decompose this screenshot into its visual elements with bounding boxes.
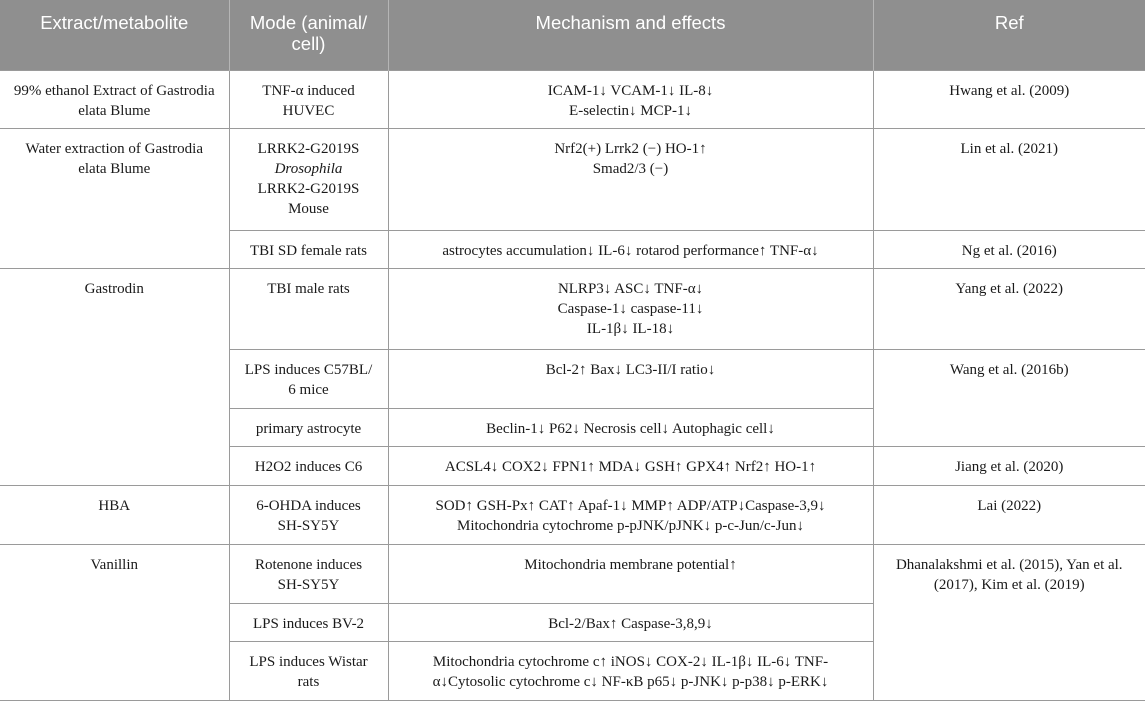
- header-ref: Ref: [873, 0, 1145, 70]
- mechanism-line: Smad2/3 (−): [592, 160, 669, 177]
- ref-cell: Lin et al. (2021): [873, 128, 1145, 230]
- mechanism-line: ICAM-1↓ VCAM-1↓ IL-8↓: [547, 82, 714, 99]
- mechanism-line: Mitochondria cytochrome c↑ iNOS↓ COX-2↓ IL-1β↓ IL-6↓ TNF-: [432, 653, 829, 670]
- mechanism-line: NLRP3↓ ASC↓ TNF-α↓: [557, 280, 704, 297]
- mode-line: 6 mice: [288, 381, 329, 398]
- mechanism-line: Nrf2(+) Lrrk2 (−) HO-1↑: [554, 140, 707, 157]
- mechanism-cell: Beclin-1↓ P62↓ Necrosis cell↓ Autophagic cell↓: [388, 408, 873, 446]
- mechanism-line: α↓Cytosolic cytochrome c↓ NF-κB p65↓ p-JNK↓ p-p38↓ p-ERK↓: [432, 673, 829, 690]
- ref-cell: Jiang et al. (2020): [873, 446, 1145, 485]
- ref-cell: Ng et al. (2016): [873, 230, 1145, 268]
- mechanism-cell: [388, 485, 873, 544]
- mode-line: rats: [297, 673, 320, 690]
- mode-cell: TNF-α induced HUVEC: [229, 70, 388, 128]
- table-row: [0, 70, 1145, 128]
- mechanism-cell: ACSL4↓ COX2↓ FPN1↑ MDA↓ GSH↑ GPX4↑ Nrf2↑ HO-1↑: [388, 446, 873, 485]
- table-row: [0, 544, 1145, 603]
- mechanism-cell: astrocytes accumulation↓ IL-6↓ rotarod performance↑ TNF-α↓: [388, 230, 873, 268]
- mechanism-cell: Mitochondria membrane potential↑: [388, 544, 873, 603]
- mode-line: Rotenone induces: [254, 556, 363, 573]
- table-row: [0, 485, 1145, 544]
- table-row: [0, 268, 1145, 349]
- mode-italic-text: Drosophila: [274, 160, 343, 177]
- ref-cell: Yang et al. (2022): [873, 268, 1145, 349]
- ref-cell: Hwang et al. (2009): [873, 70, 1145, 128]
- mechanism-line: Caspase-1↓ caspase-11↓: [557, 300, 704, 317]
- mode-cell: TBI male rats: [229, 268, 388, 349]
- mode-cell: H2O2 induces C6: [229, 446, 388, 485]
- extract-cell: Gastrodin: [0, 268, 229, 485]
- mode-cell: [229, 128, 388, 230]
- mechanism-line: IL-1β↓ IL-18↓: [586, 320, 675, 337]
- mode-line: SH-SY5Y: [277, 517, 340, 534]
- mode-line: LRRK2-G2019S: [257, 140, 360, 157]
- mode-cell: [229, 544, 388, 603]
- mechanism-cell: [388, 641, 873, 700]
- header-mode: Mode (animal/ cell): [229, 0, 388, 70]
- ref-line: (2017), Kim et al. (2019): [933, 576, 1085, 593]
- ref-cell: Wang et al. (2016b): [873, 349, 1145, 446]
- mechanism-line: SOD↑ GSH-Px↑ CAT↑ Apaf-1↓ MMP↑ ADP/ATP↓Caspase-3,9↓: [435, 497, 826, 514]
- mechanism-cell: Bcl-2/Bax↑ Caspase-3,8,9↓: [388, 603, 873, 641]
- mode-cell: [229, 641, 388, 700]
- mechanism-cell: [388, 268, 873, 349]
- mode-line: LPS induces C57BL/: [244, 361, 373, 378]
- ref-cell: [873, 544, 1145, 700]
- mechanism-cell: [388, 128, 873, 230]
- mode-line: 6-OHDA induces: [256, 497, 361, 514]
- mechanism-cell: Bcl-2↑ Bax↓ LC3-II/I ratio↓: [388, 349, 873, 408]
- mode-cell: TBI SD female rats: [229, 230, 388, 268]
- mechanism-line: E-selectin↓ MCP-1↓: [569, 102, 692, 119]
- ref-cell: Lai (2022): [873, 485, 1145, 544]
- header-row: [0, 0, 1145, 70]
- mode-line: LPS induces Wistar: [249, 653, 368, 670]
- mode-cell: [229, 485, 388, 544]
- mode-line: SH-SY5Y: [277, 576, 340, 593]
- mode-cell: [229, 349, 388, 408]
- header-mechanism: Mechanism and effects: [388, 0, 873, 70]
- mode-cell: primary astrocyte: [229, 408, 388, 446]
- mechanism-cell: [388, 70, 873, 128]
- mode-line: Mouse: [288, 200, 329, 217]
- extract-cell: HBA: [0, 485, 229, 544]
- mode-line: LRRK2-G2019S: [257, 180, 360, 197]
- mode-cell: LPS induces BV-2: [229, 603, 388, 641]
- extract-cell: Water extraction of Gastrodia elata Blume: [0, 128, 229, 268]
- table-row: [0, 128, 1145, 230]
- header-extract: Extract/metabolite: [0, 0, 229, 70]
- extract-cell: Vanillin: [0, 544, 229, 700]
- mechanism-line: Mitochondria cytochrome p-pJNK/pJNK↓ p-c-Jun/c-Jun↓: [456, 517, 804, 534]
- mode-line: [240, 159, 378, 179]
- extract-cell: 99% ethanol Extract of Gastrodia elata Blume: [0, 70, 229, 128]
- ref-line: Dhanalakshmi et al. (2015), Yan et al.: [895, 556, 1123, 573]
